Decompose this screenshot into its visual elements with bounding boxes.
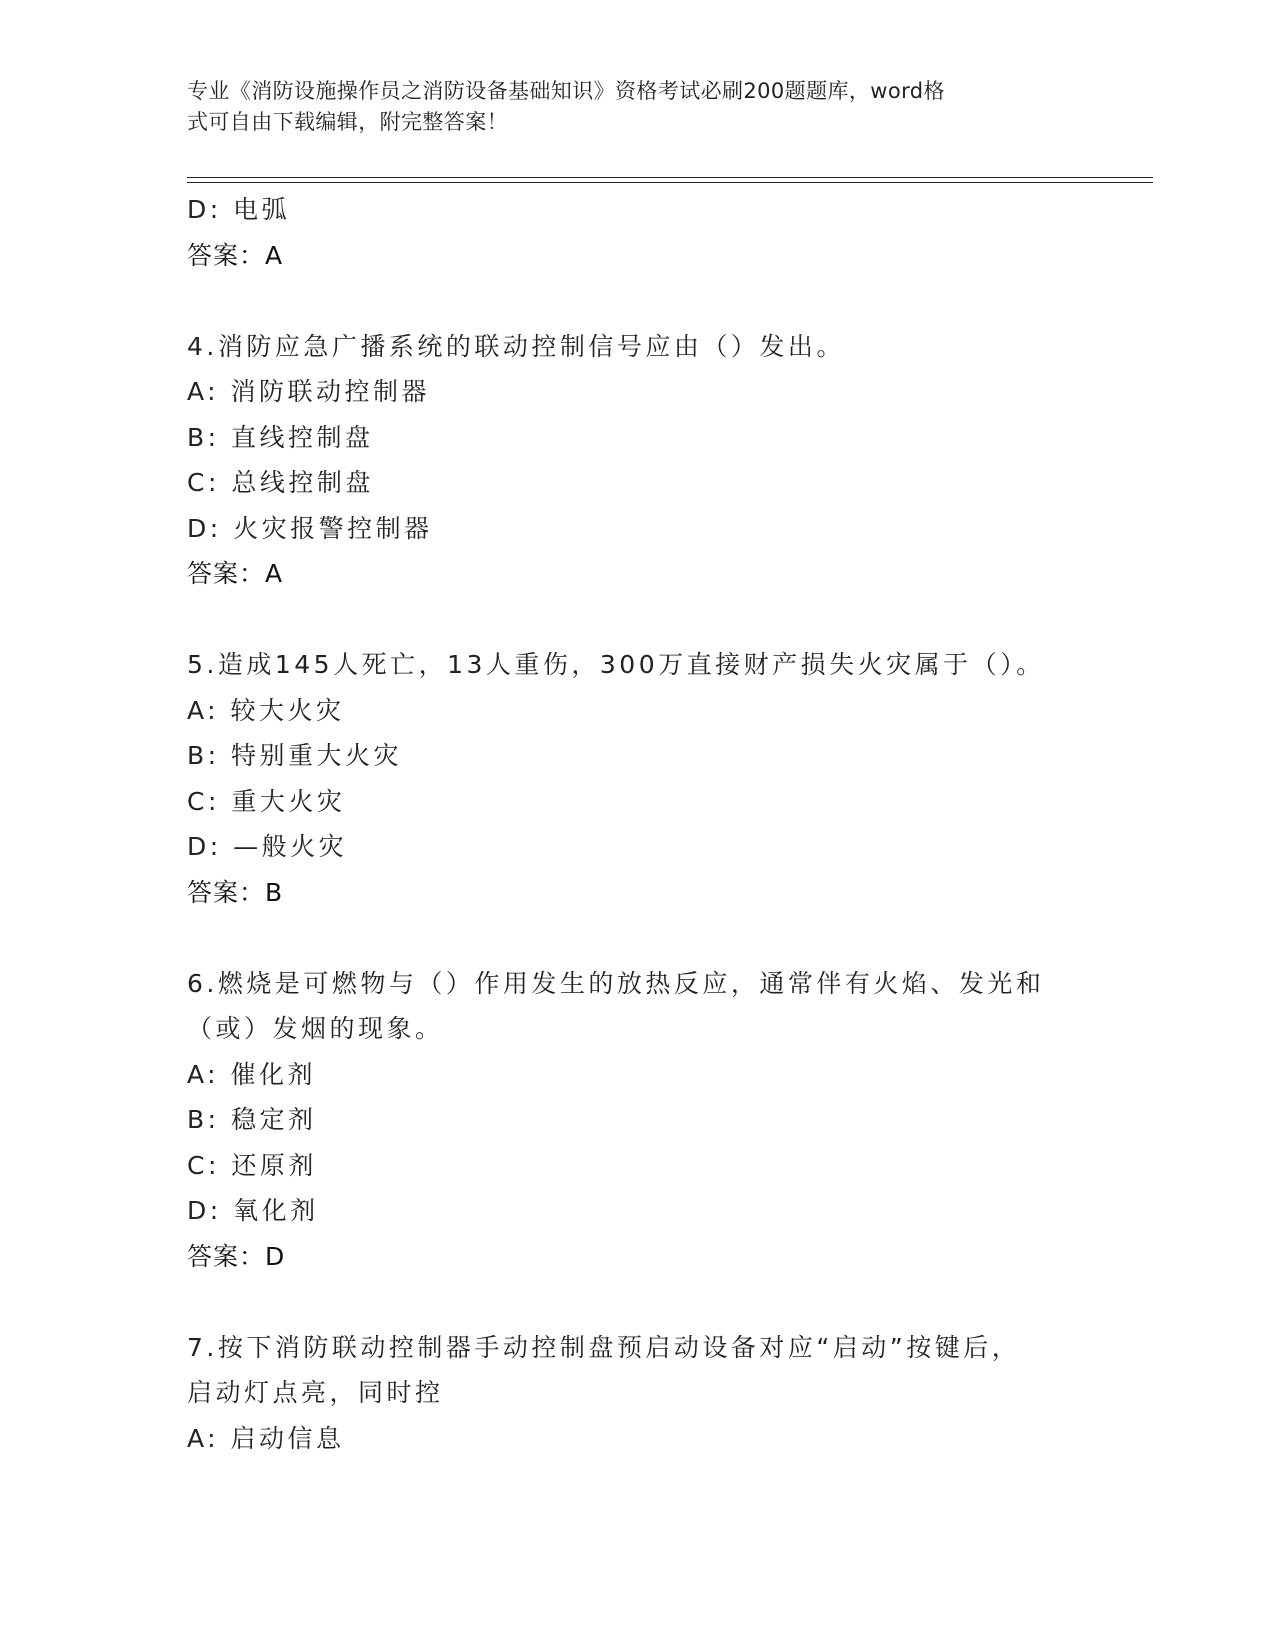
question-6	[187, 961, 1087, 1280]
question-7	[187, 1325, 1087, 1462]
answer: 答案：A	[187, 559, 284, 588]
question-4	[187, 324, 1087, 597]
option-a: A: 较大火灾	[187, 695, 345, 725]
option-d: D: 火灾报警控制器	[187, 513, 433, 543]
header-line-1: 专业《消防设施操作员之消防设备基础知识》资格考试必刷200题题库，word格	[187, 79, 945, 103]
option-d: D: —般火灾	[187, 832, 348, 861]
option-d: D: 氧化剂	[187, 1196, 319, 1225]
option-a: A: 启动信息	[187, 1423, 345, 1453]
question-5	[187, 642, 1087, 915]
option-c: C: 重大火灾	[187, 786, 346, 816]
option-b: B: 稳定剂	[187, 1105, 317, 1134]
question-text-line-2: 启动灯点亮，同时控	[187, 1378, 444, 1407]
answer: 答案：A	[187, 240, 284, 270]
option-b: B: 特别重大火灾	[187, 741, 403, 770]
option-c: C: 总线控制盘	[187, 468, 374, 497]
option-b: B: 直线控制盘	[187, 422, 374, 452]
option-c: C: 还原剂	[187, 1150, 317, 1180]
header-divider-bottom	[187, 182, 1153, 183]
option-d: D: 电弧	[187, 195, 291, 224]
answer: 答案：D	[187, 1241, 286, 1271]
header-divider-top	[187, 177, 1153, 178]
option-a: A: 催化剂	[187, 1059, 317, 1089]
question-text-line-1: 7.按下消防联动控制器手动控制盘预启动设备对应“启动”按键后，	[187, 1332, 1021, 1362]
question-text-line-1: 6.燃烧是可燃物与（）作用发生的放热反应，通常伴有火焰、发光和	[187, 968, 1045, 998]
answer: 答案：B	[187, 877, 284, 907]
question-text: 5.造成145人死亡，13人重伤，300万直接财产损失火灾属于（）。	[187, 650, 1045, 679]
question-list	[187, 187, 1087, 1461]
option-a: A: 消防联动控制器	[187, 377, 431, 406]
header-line-2: 式可自由下载编辑，附完整答案！	[187, 110, 508, 134]
question-text: 4.消防应急广播系统的联动控制信号应由（）发出。	[187, 331, 845, 361]
document-header	[187, 76, 1067, 138]
question-text-line-2: （或）发烟的现象。	[187, 1014, 444, 1043]
